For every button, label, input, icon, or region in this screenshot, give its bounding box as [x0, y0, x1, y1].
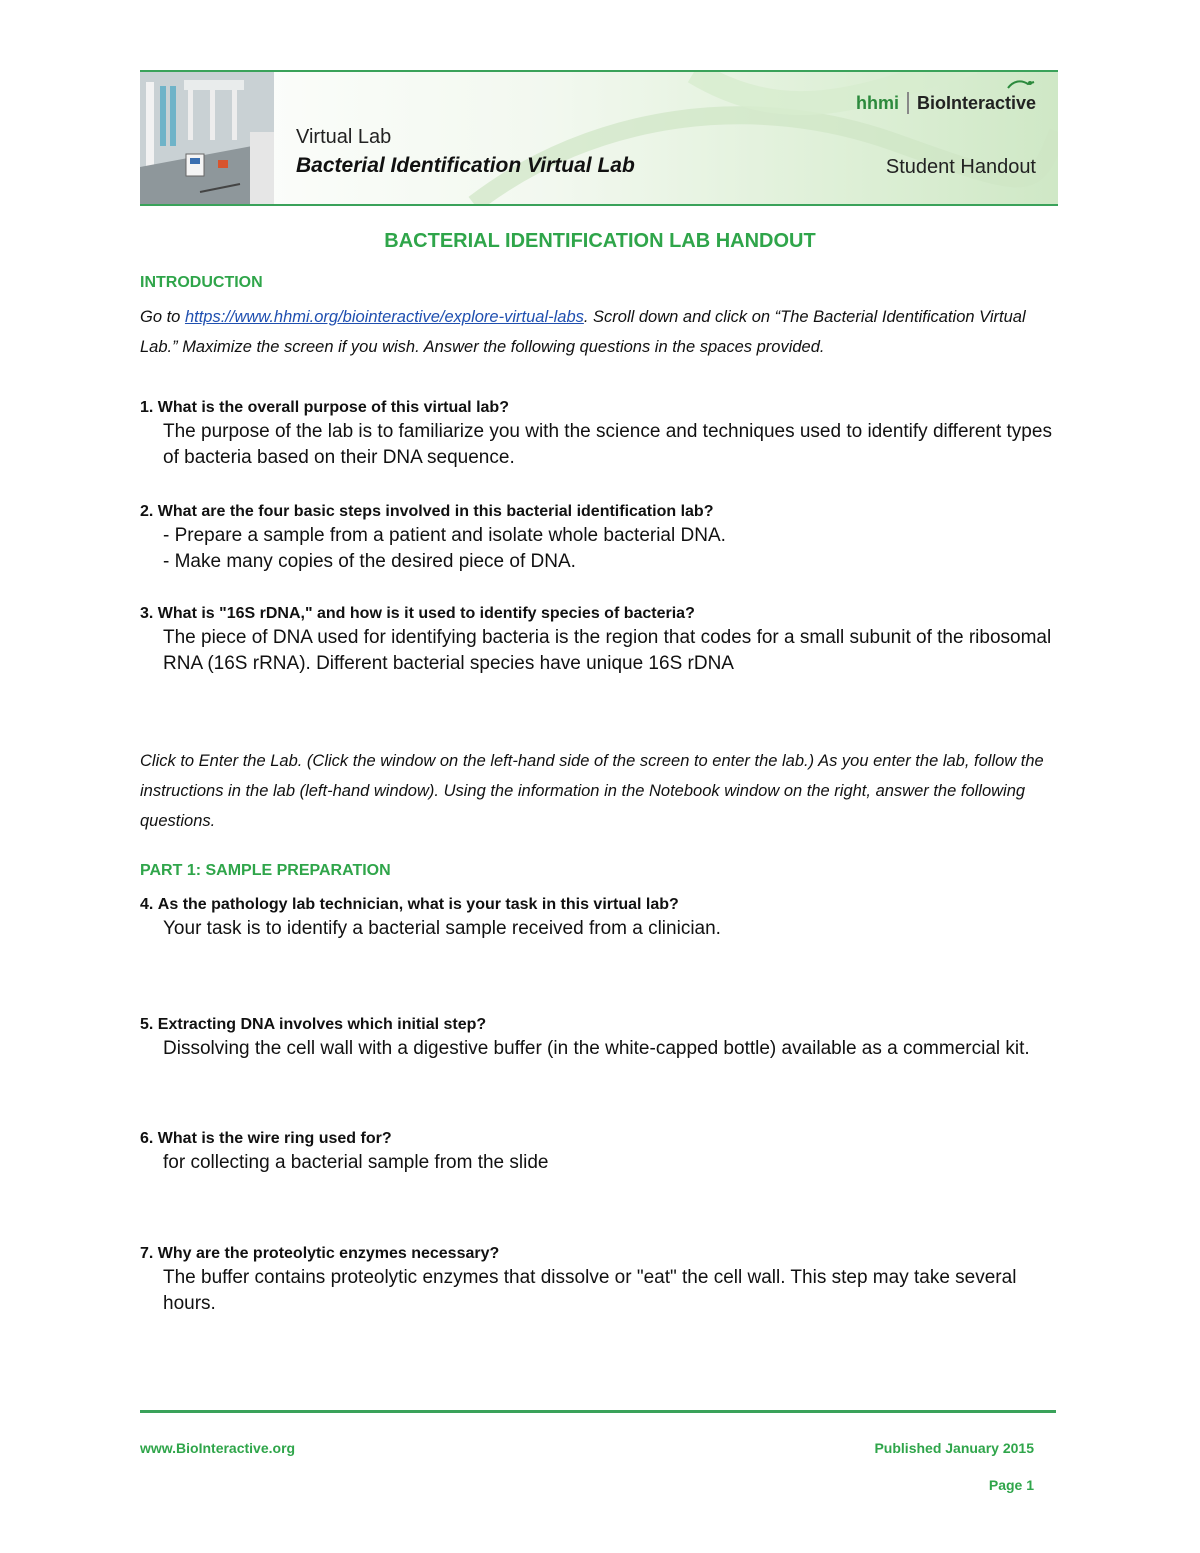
part1-heading: PART 1: SAMPLE PREPARATION — [140, 862, 391, 879]
answer-text[interactable]: The piece of DNA used for identifying bacteria is the region that codes for a small subunit of the ribosomal RNA (16S rRNA). Different bacterial species have unique 16S rDNA — [163, 627, 1052, 674]
question-6 — [140, 1130, 1060, 1176]
answer-text[interactable]: for collecting a bacterial sample from the slide — [163, 1152, 549, 1173]
question-number: 5. — [140, 1016, 154, 1033]
question-number: 7. — [140, 1245, 154, 1262]
virtual-labs-link[interactable]: https://www.hhmi.org/biointeractive/explore-virtual-labs — [184, 308, 584, 326]
answer-line: - Make many copies of the desired piece of DNA. — [163, 551, 576, 572]
logo-biointeractive-text: BioInteractive — [916, 92, 1036, 113]
question-number: 2. — [140, 503, 154, 520]
question-number: 1. — [140, 399, 154, 416]
footer-divider — [140, 1410, 1056, 1413]
question-number: 6. — [140, 1130, 154, 1147]
question-1 — [140, 399, 1060, 471]
logo-separator — [907, 92, 909, 114]
footer-page-number: Page 1 — [988, 1477, 1034, 1493]
logo-hhmi-text: hhmi — [855, 92, 899, 113]
lab-title: Bacterial Identification Virtual Lab — [296, 154, 635, 177]
footer-published-date: Published January 2015 — [874, 1440, 1034, 1456]
question-text: What is "16S rDNA," and how is it used to identify species of bacteria? — [157, 605, 695, 622]
intro-suffix: . Scroll down and click on “The Bacterial Identification Virtual Lab.” Maximize the screen if you wish. Answer the following questions in the spaces provided. — [140, 308, 1026, 356]
document-title: BACTERIAL IDENTIFICATION LAB HANDOUT — [384, 230, 816, 252]
intro-prefix: Go to — [140, 308, 185, 326]
question-text: What is the overall purpose of this virtual lab? — [157, 399, 509, 416]
question-2 — [140, 503, 1060, 575]
virtual-lab-label: Virtual Lab — [296, 126, 392, 148]
enter-lab-instructions: Click to Enter the Lab. (Click the window on the left-hand side of the screen to enter the lab.) As you enter the lab, follow the instructions in the lab (left-hand window). Using the information in the Notebook window on the right, answer the following questions. — [140, 752, 1044, 830]
introduction-paragraph — [140, 302, 1060, 362]
question-text: Why are the proteolytic enzymes necessary? — [157, 1245, 500, 1262]
answer-text[interactable]: Dissolving the cell wall with a digestive buffer (in the white-capped bottle) available as a commercial kit. — [163, 1038, 1030, 1059]
answer-text[interactable] — [140, 523, 1060, 575]
answer-text[interactable]: Your task is to identify a bacterial sample received from a clinician. — [163, 918, 721, 939]
hhmi-biointeractive-logo — [856, 92, 1036, 114]
answer-text[interactable]: The buffer contains proteolytic enzymes that dissolve or "eat" the cell wall. This step may take several hours. — [163, 1267, 1017, 1314]
question-text: Extracting DNA involves which initial step? — [157, 1016, 487, 1033]
student-handout-label: Student Handout — [885, 156, 1036, 178]
question-3 — [140, 605, 1060, 677]
question-5 — [140, 1016, 1060, 1062]
question-7 — [140, 1245, 1060, 1317]
question-text: What are the four basic steps involved in this bacterial identification lab? — [157, 503, 714, 520]
question-number: 3. — [140, 605, 154, 622]
question-4 — [140, 896, 1060, 942]
question-text: What is the wire ring used for? — [157, 1130, 392, 1147]
question-text: As the pathology lab technician, what is your task in this virtual lab? — [157, 896, 679, 913]
question-number: 4. — [140, 896, 154, 913]
answer-text[interactable]: The purpose of the lab is to familiarize you with the science and techniques used to identify different types of bacteria based on their DNA sequence. — [163, 421, 1052, 468]
answer-line: - Prepare a sample from a patient and isolate whole bacterial DNA. — [163, 525, 726, 546]
introduction-heading: INTRODUCTION — [140, 274, 263, 291]
lab-bench-image — [140, 72, 274, 204]
footer-website[interactable]: www.BioInteractive.org — [140, 1440, 296, 1456]
header-banner — [140, 70, 1058, 206]
